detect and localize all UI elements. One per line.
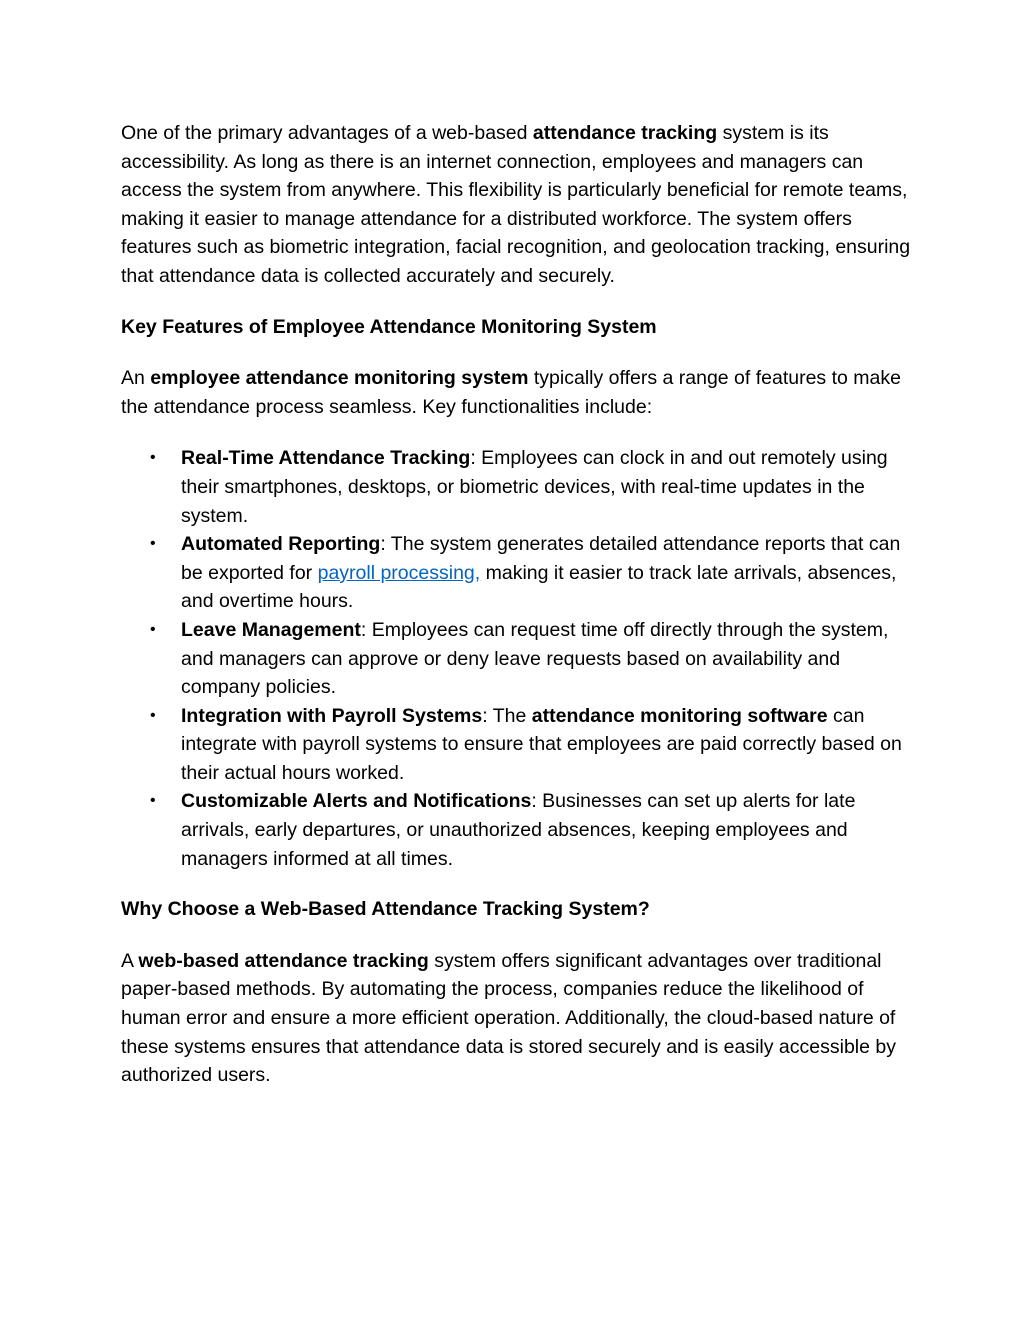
list-item <box>121 787 911 873</box>
feature-text: making it easier to track late arrivals, absences, and overtime hours. <box>181 561 897 613</box>
bullet-marker: • <box>150 449 156 467</box>
intro-text-2: system is its accessibility. As long as there is an internet connection, employees and managers can access the system from anywhere. This flexibility is particularly beneficial for remote teams, making it easier to manage attendance for a distributed workforce. The system offers features such as biometric integration, facial recognition, and geolocation tracking, ensuring that attendance data is collected accurately and securely. <box>121 122 911 287</box>
document-page <box>121 119 911 1090</box>
feature-text: : The <box>482 704 532 727</box>
feature-bold-term: attendance monitoring software <box>531 704 828 727</box>
list-item <box>121 530 911 616</box>
why-text-1: A <box>121 949 139 972</box>
feature-text: : Employees can request time off directly through the system, and managers can approve or deny leave requests based on availability and company policies. <box>181 618 889 699</box>
feature-title: Integration with Payroll Systems <box>181 704 483 727</box>
feature-title: Real-Time Attendance Tracking <box>181 447 471 470</box>
why-paragraph <box>121 947 911 1090</box>
features-list <box>121 444 911 873</box>
feature-text: : Employees can clock in and out remotely using their smartphones, desktops, or biometric devices, with real-time updates in the system. <box>181 447 888 527</box>
list-item <box>121 616 911 702</box>
feature-title: Leave Management <box>181 618 361 641</box>
bullet-marker: • <box>150 792 156 810</box>
lead-text-1: An <box>121 367 151 390</box>
features-heading: Key Features of Employee Attendance Monitoring System <box>121 315 657 338</box>
payroll-processing-link[interactable]: payroll processing, <box>317 561 481 584</box>
feature-text: can integrate with payroll systems to ensure that employees are paid correctly based on their actual hours worked. <box>181 704 902 784</box>
why-text-2: system offers significant advantages over traditional paper-based methods. By automating the process, companies reduce the likelihood of human error and ensure a more efficient operation. Additionally, the cloud-based nature of these systems ensures that attendance data is stored securely and is easily accessible by authorized users. <box>121 949 896 1087</box>
intro-text-1: One of the primary advantages of a web-based <box>121 122 533 144</box>
feature-title: Customizable Alerts and Notifications <box>181 790 532 813</box>
bullet-marker: • <box>150 535 156 553</box>
why-bold-term: web-based attendance tracking <box>138 949 429 972</box>
bullet-marker: • <box>150 620 156 638</box>
lead-bold-term: employee attendance monitoring system <box>150 367 529 390</box>
feature-text: : Businesses can set up alerts for late arrivals, early departures, or unauthorized absences, keeping employees and managers informed at all times. <box>181 790 856 870</box>
feature-title: Automated Reporting <box>181 533 381 556</box>
list-item <box>121 702 911 788</box>
lead-text-2: typically offers a range of features to make the attendance process seamless. Key functionalities include: <box>121 367 901 418</box>
features-lead-paragraph <box>121 364 911 421</box>
why-heading: Why Choose a Web-Based Attendance Tracking System? <box>121 898 650 921</box>
intro-paragraph <box>121 119 911 291</box>
feature-text: : The system generates detailed attendance reports that can be exported for <box>181 533 901 584</box>
list-item <box>121 444 911 530</box>
intro-bold-term: attendance tracking <box>532 122 718 144</box>
bullet-marker: • <box>150 706 156 724</box>
